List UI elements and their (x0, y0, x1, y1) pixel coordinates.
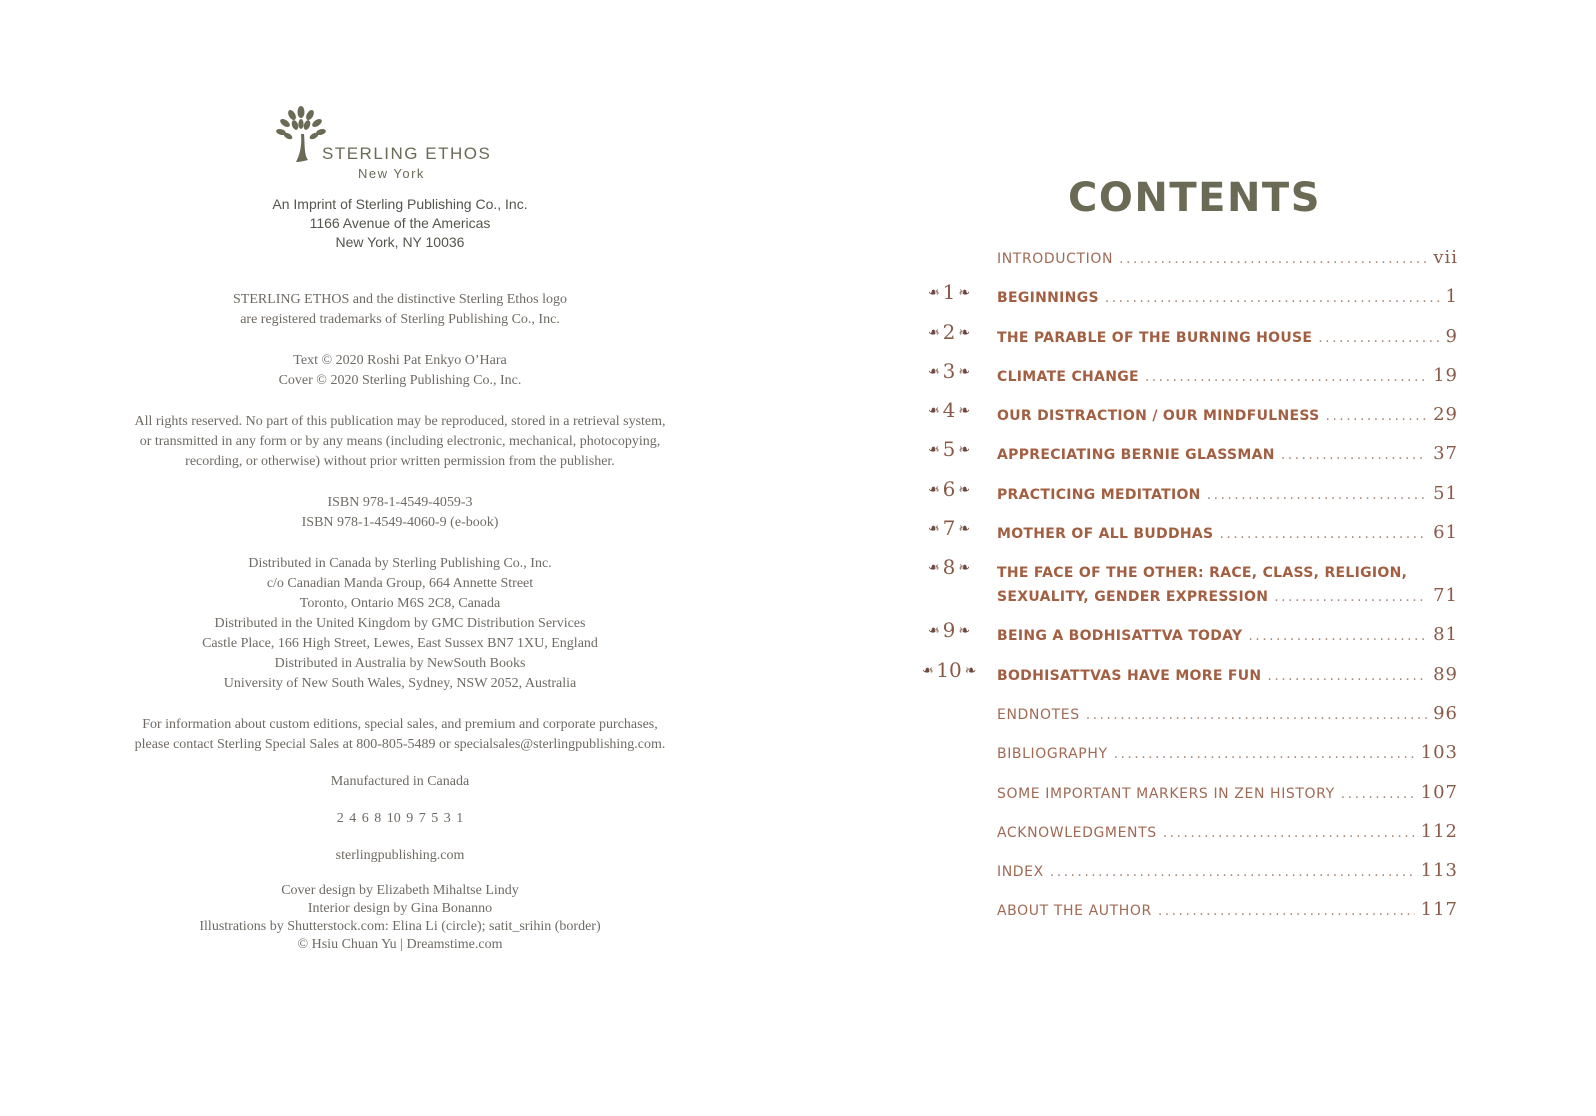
dot-leader (1326, 408, 1428, 424)
chapter-number-text: 3 (942, 358, 956, 383)
scroll-ornament-icon: ❧ (958, 560, 971, 577)
dot-leader (1163, 825, 1415, 841)
printing-line: 2 4 6 8 10 9 7 5 3 1 (336, 811, 464, 826)
chapter-number-text: 1 (942, 280, 956, 305)
rights-line: or transmitted in any form or by any means (including electronic, mechanical, photocopying, (139, 434, 661, 449)
toc-page-number: 9 (1445, 325, 1458, 347)
brand-city: New York (358, 166, 425, 181)
toc-title: THE PARABLE OF THE BURNING HOUSE (997, 329, 1313, 346)
scroll-ornament-icon: ❧ (958, 285, 971, 302)
toc-entry-content (997, 782, 1458, 803)
scroll-ornament-icon: ❧ (927, 521, 940, 538)
toc-page-number: vii (1433, 247, 1458, 268)
tree-logo-icon (274, 104, 328, 164)
toc-entry-content (997, 522, 1458, 543)
chapter-number (918, 555, 980, 579)
dot-leader (1274, 589, 1427, 605)
scroll-ornament-icon: ❧ (927, 481, 940, 498)
rights-notice (100, 412, 700, 472)
isbn-block (100, 493, 700, 533)
toc-entry-content (997, 899, 1458, 920)
isbn-line: ISBN 978-1-4549-4059-3 (327, 495, 473, 510)
toc-title: INTRODUCTION (997, 251, 1114, 267)
rights-line: All rights reserved. No part of this publication may be reproduced, stored in a retrieval system, (134, 414, 666, 429)
copyright-notice (100, 351, 700, 391)
toc-entry-content (997, 443, 1458, 464)
dot-leader (1086, 707, 1427, 723)
credit-line: © Hsiu Chuan Yu | Dreamstime.com (297, 937, 503, 952)
toc-page-number: 37 (1433, 443, 1458, 465)
copyright-line: Cover © 2020 Sterling Publishing Co., Inc. (278, 373, 522, 388)
credit-line: Interior design by Gina Bonanno (307, 901, 493, 916)
scroll-ornament-icon: ❧ (927, 560, 940, 577)
toc-page-number: 81 (1433, 624, 1458, 646)
special-sales-block (100, 715, 700, 755)
dot-leader (1145, 369, 1427, 385)
scroll-ornament-icon: ❧ (927, 285, 940, 302)
publisher-website: sterlingpublishing.com (335, 848, 465, 863)
toc-title-line (997, 585, 1458, 606)
sales-line: For information about custom editions, special sales, and premium and corporate purchases, (142, 717, 658, 732)
chapter-number (918, 477, 980, 501)
scroll-ornament-icon: ❧ (958, 521, 971, 538)
toc-page-number: 113 (1420, 860, 1458, 882)
toc-entry[interactable] (918, 782, 1458, 821)
dot-leader (1318, 330, 1439, 346)
sales-line: please contact Sterling Special Sales at 800-805-5489 or specialsales@sterlingpublishing.com. (134, 737, 666, 752)
toc-entry-content (997, 624, 1458, 645)
chapter-number (918, 437, 980, 461)
toc-entry[interactable] (918, 742, 1458, 781)
imprint-line: New York, NY 10036 (335, 234, 465, 250)
toc-title: SOME IMPORTANT MARKERS IN ZEN HISTORY (997, 785, 1335, 802)
toc-page-number: 19 (1433, 364, 1458, 386)
dot-leader (1158, 903, 1415, 919)
dot-leader (1267, 668, 1427, 684)
distribution-line: University of New South Wales, Sydney, NSW 2052, Australia (223, 676, 577, 691)
scroll-ornament-icon: ❧ (958, 324, 971, 341)
dot-leader (1281, 447, 1427, 463)
toc-page-number: 1 (1445, 286, 1458, 308)
scroll-ornament-icon: ❧ (958, 623, 971, 640)
toc-page-number: 96 (1433, 702, 1458, 724)
toc-entry[interactable] (918, 437, 1458, 482)
toc-page-number: 103 (1420, 742, 1458, 764)
scroll-ornament-icon: ❧ (927, 623, 940, 640)
brand-name: STERLING ETHOS (322, 144, 492, 163)
distribution-line: c/o Canadian Manda Group, 664 Annette Street (266, 576, 534, 591)
toc-entry[interactable] (918, 860, 1458, 899)
toc-entry-content (997, 821, 1458, 842)
distribution-line: Distributed in Australia by NewSouth Books (274, 656, 526, 671)
toc-entry-content (997, 860, 1458, 881)
toc-entry-content (997, 703, 1458, 724)
toc-title: OUR DISTRACTION / OUR MINDFULNESS (997, 408, 1320, 425)
toc-title: BEING A BODHISATTVA TODAY (997, 628, 1243, 645)
distribution-line: Castle Place, 166 High Street, Lewes, East Sussex BN7 1XU, England (202, 636, 598, 651)
toc-entry-content (997, 404, 1458, 425)
toc-entry[interactable] (918, 703, 1458, 742)
toc-title: ACKNOWLEDGMENTS (997, 824, 1157, 841)
table-of-contents (918, 247, 1458, 939)
toc-entry-content (997, 664, 1458, 685)
imprint-line: 1166 Avenue of the Americas (309, 215, 491, 231)
toc-entry[interactable] (918, 398, 1458, 443)
chapter-number-text: 7 (942, 516, 956, 541)
toc-entry[interactable] (918, 358, 1458, 404)
toc-title-line: THE FACE OF THE OTHER: RACE, CLASS, RELIGION, (997, 565, 1408, 582)
imprint-line: An Imprint of Sterling Publishing Co., Inc. (272, 196, 528, 212)
toc-entry-content (997, 742, 1458, 763)
distribution-line: Toronto, Ontario M6S 2C8, Canada (299, 596, 501, 611)
chapter-number-text: 2 (942, 319, 956, 344)
toc-title: SEXUALITY, GENDER EXPRESSION (997, 589, 1269, 606)
toc-entry-content (997, 286, 1458, 307)
manufactured-note: Manufactured in Canada (330, 774, 470, 789)
chapter-number-text: 10 (936, 657, 962, 682)
chapter-number-text: 5 (942, 437, 956, 462)
toc-entry-content (997, 365, 1458, 386)
copyright-page (100, 100, 700, 954)
trademark-notice (100, 290, 700, 330)
scroll-ornament-icon: ❧ (927, 403, 940, 420)
toc-title: BEGINNINGS (997, 290, 1099, 307)
scroll-ornament-icon: ❧ (927, 324, 940, 341)
toc-title: INDEX (997, 864, 1044, 881)
chapter-number-text: 9 (942, 618, 956, 643)
dot-leader (1341, 786, 1415, 802)
credit-line: Cover design by Elizabeth Mihaltse Lindy (281, 883, 519, 898)
toc-entry-content (997, 326, 1458, 347)
toc-title: APPRECIATING BERNIE GLASSMAN (997, 447, 1275, 464)
toc-page-number: 89 (1433, 663, 1458, 685)
dot-leader (1207, 487, 1427, 503)
toc-entry-content (997, 561, 1458, 606)
copyright-line: Text © 2020 Roshi Pat Enkyo O’Hara (293, 353, 507, 368)
scroll-ornament-icon: ❧ (958, 442, 971, 459)
scroll-ornament-icon: ❧ (958, 363, 971, 380)
toc-title: PRACTICING MEDITATION (997, 486, 1201, 503)
contents-title: CONTENTS (1068, 175, 1322, 221)
imprint-address (100, 195, 700, 252)
toc-title: BODHISATTVAS HAVE MORE FUN (997, 667, 1262, 684)
toc-entry[interactable] (918, 899, 1458, 938)
chapter-number-text: 8 (942, 555, 956, 580)
scroll-ornament-icon: ❧ (958, 403, 971, 420)
toc-page-number: 107 (1420, 781, 1458, 803)
isbn-line: ISBN 978-1-4549-4060-9 (e-book) (301, 515, 499, 530)
scroll-ornament-icon: ❧ (964, 662, 977, 679)
toc-page-number: 51 (1433, 482, 1458, 504)
rights-line: recording, or otherwise) without prior written permission from the publisher. (185, 454, 615, 469)
chapter-number (918, 320, 980, 344)
dot-leader (1114, 746, 1415, 762)
toc-entry[interactable] (918, 657, 1458, 703)
toc-title: ABOUT THE AUTHOR (997, 903, 1152, 920)
dot-leader (1248, 628, 1427, 644)
toc-page-number: 112 (1420, 820, 1458, 842)
chapter-number (918, 618, 980, 642)
toc-entry[interactable] (918, 618, 1458, 663)
design-credits (100, 882, 700, 954)
trademark-line: are registered trademarks of Sterling Publishing Co., Inc. (240, 312, 560, 327)
toc-entry[interactable] (918, 476, 1458, 522)
toc-title: MOTHER OF ALL BUDDHAS (997, 526, 1214, 543)
scroll-ornament-icon: ❧ (958, 481, 971, 498)
chapter-number (918, 398, 980, 422)
toc-title: BIBLIOGRAPHY (997, 746, 1108, 763)
distribution-line: Distributed in Canada by Sterling Publishing Co., Inc. (248, 556, 552, 571)
toc-entry[interactable] (918, 555, 1458, 624)
toc-entry[interactable] (918, 247, 1458, 286)
scroll-ornament-icon: ❧ (927, 442, 940, 459)
toc-page-number: 117 (1420, 899, 1458, 921)
toc-title: ENDNOTES (997, 706, 1080, 723)
dot-leader (1219, 526, 1427, 542)
scroll-ornament-icon: ❧ (921, 662, 934, 679)
toc-entry[interactable] (918, 280, 1458, 325)
distribution-line: Distributed in the United Kingdom by GMC Distribution Services (214, 616, 586, 631)
dot-leader (1050, 864, 1415, 880)
chapter-number-text: 4 (942, 398, 956, 423)
toc-entry-content (997, 483, 1458, 504)
dot-leader (1119, 251, 1427, 267)
toc-entry[interactable] (918, 319, 1458, 365)
publisher-logo (100, 100, 700, 182)
chapter-number (918, 516, 980, 540)
toc-title: CLIMATE CHANGE (997, 368, 1139, 385)
toc-entry[interactable] (918, 516, 1458, 561)
distribution-block (100, 554, 700, 694)
toc-entry[interactable] (918, 821, 1458, 860)
credit-line: Illustrations by Shutterstock.com: Elina Li (circle); satit_srihin (border) (199, 919, 601, 934)
toc-page-number: 29 (1433, 404, 1458, 426)
chapter-number (918, 280, 980, 304)
chapter-number (918, 359, 980, 383)
chapter-number (918, 658, 980, 682)
dot-leader (1105, 290, 1440, 306)
toc-page-number: 71 (1433, 585, 1458, 607)
trademark-line: STERLING ETHOS and the distinctive Sterling Ethos logo (232, 292, 568, 307)
toc-page-number: 61 (1433, 522, 1458, 544)
chapter-number-text: 6 (942, 476, 956, 501)
scroll-ornament-icon: ❧ (927, 363, 940, 380)
toc-entry-content (997, 247, 1458, 268)
